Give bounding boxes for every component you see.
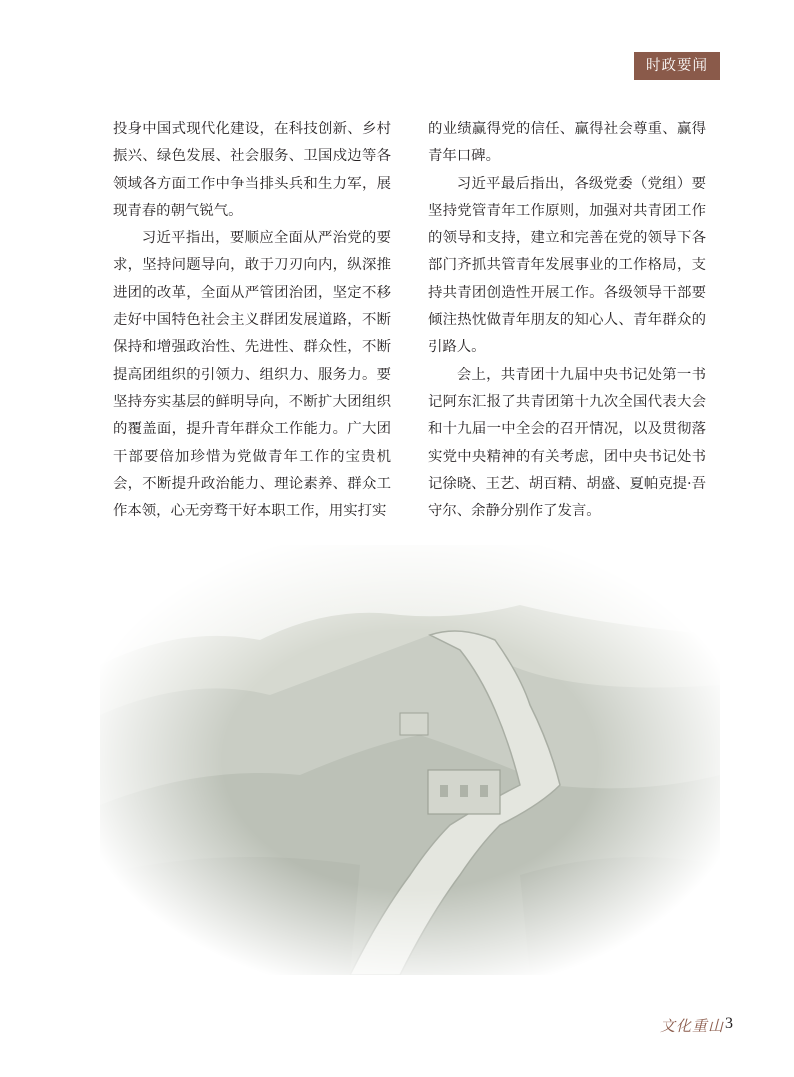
right-column bbox=[428, 116, 706, 525]
right-paragraph-3: 会上，共青团十九届中央书记处第一书记阿东汇报了共青团第十九次全国代表大会和十九届一中全会的召开情况，以及贯彻落实党中央精神的有关考虑，团中央书记处书记徐晓、王艺、胡百精、胡盛、夏帕克提·吾守尔、余静分别作了发言。 bbox=[428, 366, 706, 520]
great-wall-illustration bbox=[100, 545, 720, 975]
right-paragraph-1: 的业绩赢得党的信任、赢得社会尊重、赢得青年口碑。 bbox=[428, 121, 706, 165]
left-paragraph-1: 投身中国式现代化建设，在科技创新、乡村振兴、绿色发展、社会服务、卫国戍边等各领域各方面工作中争当排头兵和生力军，展现青春的朝气锐气。 bbox=[113, 121, 391, 219]
section-tag: 时政要闻 bbox=[634, 52, 720, 80]
left-paragraph-2: 习近平指出，要顺应全面从严治党的要求，坚持问题导向，敢于刀刃向内，纵深推进团的改革，全面从严管团治团，坚定不移走好中国特色社会主义群团发展道路，不断保持和增强政治性、先进性、群众性，不断提高团组织的引领力、组织力、服务力。要坚持夯实基层的鲜明导向，不断扩大团组织的覆盖面，提升青年群众工作能力。广大团干部要倍加珍惜为党做青年工作的宝贵机会，不断提升政治能力、理论素养、群众工作本领，心无旁骛干好本职工作，用实打实 bbox=[113, 230, 391, 520]
left-column bbox=[113, 116, 391, 525]
small-tower bbox=[400, 713, 428, 735]
magazine-logo: 文化重山 bbox=[660, 1017, 725, 1035]
right-paragraph-2: 习近平最后指出，各级党委（党组）要坚持党管青年工作原则，加强对共青团工作的领导和支持，建立和完善在党的领导下各部门齐抓共管青年发展事业的工作格局，支持共青团创造性开展工作。各级领导干部要倾注热忱做青年朋友的知心人、青年群众的引路人。 bbox=[428, 175, 706, 356]
page-number: 3 bbox=[725, 1015, 733, 1032]
